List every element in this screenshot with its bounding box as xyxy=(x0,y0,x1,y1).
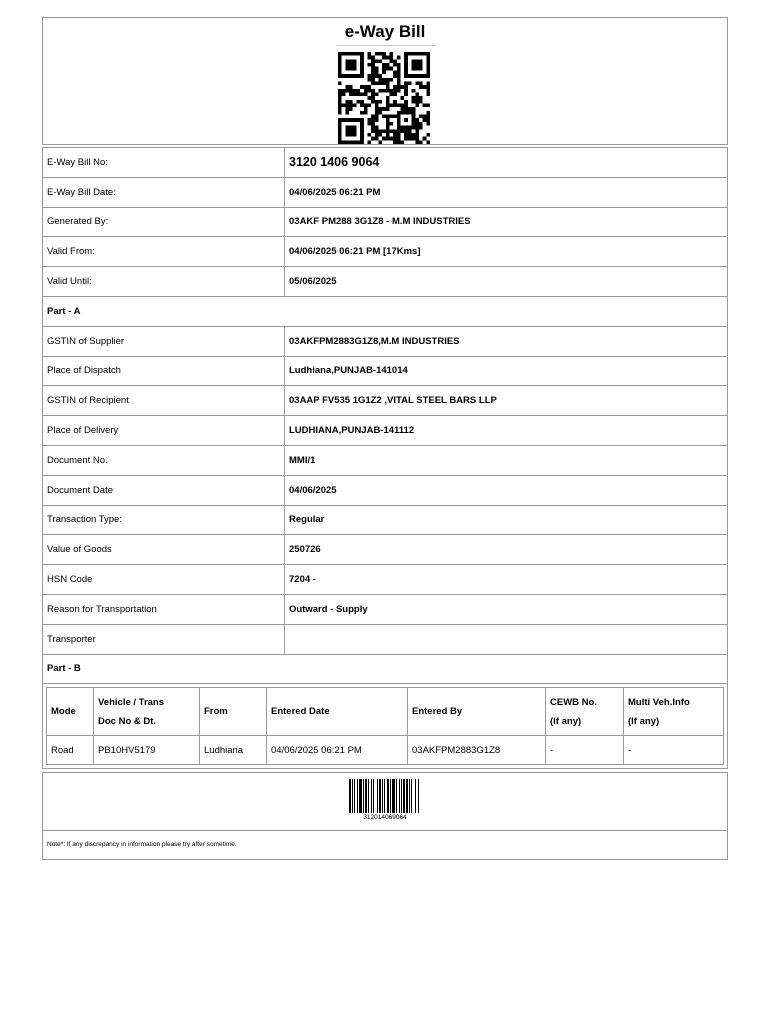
header-box xyxy=(42,17,728,145)
hsn-code-label: HSN Code xyxy=(43,565,285,595)
valid-until-value: 05/06/2025 xyxy=(285,267,728,297)
transporter-label: Transporter xyxy=(43,624,285,654)
eway-bill-no-label: E-Way Bill No: xyxy=(43,148,285,178)
cell-entered-by: 03AKFPM2883G1Z8 xyxy=(408,736,546,765)
table-row xyxy=(43,505,728,535)
cell-cewb: - xyxy=(546,736,624,765)
gstin-recipient-label: GSTIN of Recipient xyxy=(43,386,285,416)
table-row xyxy=(43,207,728,237)
table-row xyxy=(43,594,728,624)
table-row xyxy=(43,624,728,654)
col-vehicle: Vehicle / Trans Doc No & Dt. xyxy=(94,688,200,736)
table-row xyxy=(43,148,728,178)
col-from: From xyxy=(200,688,267,736)
valid-from-label: Valid From: xyxy=(43,237,285,267)
cell-multi-veh: - xyxy=(624,736,724,765)
value-of-goods-label: Value of Goods xyxy=(43,535,285,565)
bill-details-table xyxy=(42,147,728,684)
document-date-value: 04/06/2025 xyxy=(285,475,728,505)
reason-transport-label: Reason for Transportation xyxy=(43,594,285,624)
gstin-recipient-value: 03AAP FV535 1G1Z2 ,VITAL STEEL BARS LLP xyxy=(285,386,728,416)
part-a-heading: Part - A xyxy=(43,296,728,326)
value-of-goods-value: 250726 xyxy=(285,535,728,565)
col-entered-by: Entered By xyxy=(408,688,546,736)
table-row xyxy=(43,535,728,565)
barcode-box xyxy=(42,772,728,831)
place-of-dispatch-value: Ludhiana,PUNJAB-141014 xyxy=(285,356,728,386)
table-row xyxy=(43,177,728,207)
table-row xyxy=(43,475,728,505)
gstin-supplier-value: 03AKFPM2883G1Z8,M.M INDUSTRIES xyxy=(285,326,728,356)
table-row xyxy=(43,386,728,416)
document-date-label: Document Date xyxy=(43,475,285,505)
col-mode: Mode xyxy=(47,688,94,736)
gstin-supplier-label: GSTIN of Supplier xyxy=(43,326,285,356)
transaction-type-value: Regular xyxy=(285,505,728,535)
table-row xyxy=(43,326,728,356)
col-multi-veh: Multi Veh.Info (If any) xyxy=(624,688,724,736)
cell-mode: Road xyxy=(47,736,94,765)
valid-until-label: Valid Until: xyxy=(43,267,285,297)
table-row xyxy=(43,565,728,595)
eway-bill-date-label: E-Way Bill Date: xyxy=(43,177,285,207)
part-b-container xyxy=(42,684,728,769)
note: Note*: If any discrepancy in information please try after sometime. xyxy=(42,831,728,860)
table-row xyxy=(43,237,728,267)
place-of-dispatch-label: Place of Dispatch xyxy=(43,356,285,386)
barcode-number: 312014069064 xyxy=(363,814,407,822)
table-row xyxy=(43,445,728,475)
document-no-label: Document No. xyxy=(43,445,285,475)
qr-code xyxy=(338,52,430,144)
page-title: e-Way Bill xyxy=(344,22,426,41)
table-row xyxy=(43,356,728,386)
generated-by-value: 03AKF PM288 3G1Z8 - M.M INDUSTRIES xyxy=(285,207,728,237)
place-of-delivery-label: Place of Delivery xyxy=(43,416,285,446)
cell-entered-date: 04/06/2025 06:21 PM xyxy=(267,736,408,765)
col-cewb: CEWB No. (If any) xyxy=(546,688,624,736)
transporter-value xyxy=(285,624,728,654)
table-row xyxy=(43,296,728,326)
cell-vehicle: PB10HV5179 xyxy=(94,736,200,765)
barcode xyxy=(349,779,421,813)
col-entered-date: Entered Date xyxy=(267,688,408,736)
place-of-delivery-value: LUDHIANA,PUNJAB-141112 xyxy=(285,416,728,446)
part-b-heading: Part - B xyxy=(43,654,728,684)
hsn-code-value: 7204 - xyxy=(285,565,728,595)
eway-bill-document xyxy=(42,17,728,860)
eway-bill-date-value: 04/06/2025 06:21 PM xyxy=(285,177,728,207)
title-divider xyxy=(336,45,436,46)
part-b-table xyxy=(46,687,724,765)
table-row xyxy=(47,736,724,765)
generated-by-label: Generated By: xyxy=(43,207,285,237)
valid-from-value: 04/06/2025 06:21 PM [17Kms] xyxy=(285,237,728,267)
document-no-value: MMI/1 xyxy=(285,445,728,475)
table-row xyxy=(43,654,728,684)
table-row xyxy=(43,416,728,446)
eway-bill-no-value: 3120 1406 9064 xyxy=(285,148,728,178)
reason-transport-value: Outward - Supply xyxy=(285,594,728,624)
part-b-header-row xyxy=(47,688,724,736)
cell-from: Ludhiana xyxy=(200,736,267,765)
table-row xyxy=(43,267,728,297)
transaction-type-label: Transaction Type: xyxy=(43,505,285,535)
